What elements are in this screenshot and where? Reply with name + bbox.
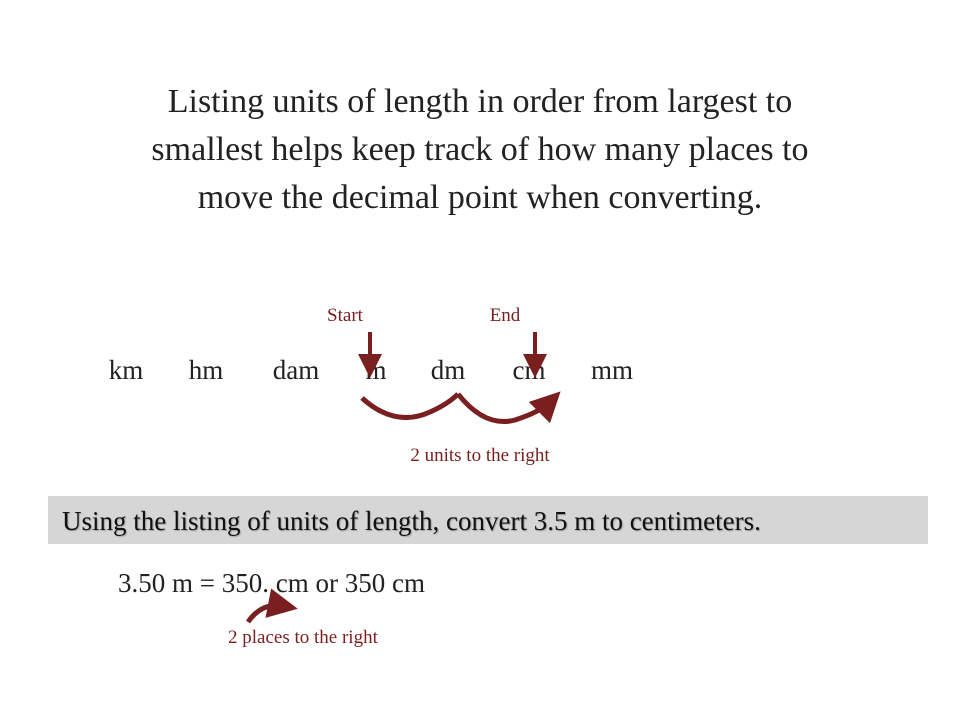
- end-label: End: [489, 305, 521, 326]
- title-line-1: Listing units of length in order from largest to: [167, 83, 793, 120]
- start-label: Start: [327, 305, 363, 326]
- curve-m-to-dm-icon: [362, 394, 458, 418]
- unit-km: km: [108, 355, 144, 385]
- curve-dm-to-cm-arrow-icon: [458, 394, 550, 422]
- title-line-3: move the decimal point when converting.: [197, 179, 763, 216]
- unit-dm: dm: [430, 355, 466, 385]
- unit-mm: mm: [590, 355, 634, 385]
- answer-text: 3.50 m = 350. cm or 350 cm: [118, 568, 425, 598]
- unit-hm: hm: [188, 355, 224, 385]
- places-right-label: 2 places to the right: [228, 627, 378, 648]
- unit-dam: dam: [272, 355, 320, 385]
- title-line-2: smallest helps keep track of how many places to: [151, 131, 809, 168]
- unit-m: m: [365, 355, 387, 385]
- question-text: Using the listing of units of length, convert 3.5 m to centimeters.: [62, 506, 761, 536]
- unit-cm: cm: [512, 355, 546, 385]
- units-right-label: 2 units to the right: [410, 445, 550, 466]
- decimal-move-arrow-icon: [248, 605, 283, 622]
